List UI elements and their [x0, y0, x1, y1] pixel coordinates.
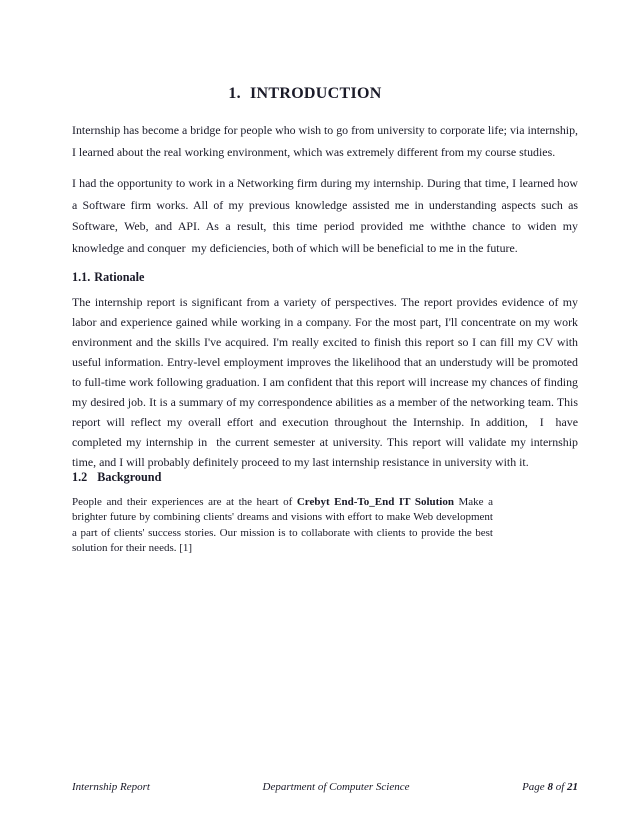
rationale-paragraph: The internship report is significant from a variety of perspectives. The report provides evidence of my labor and experience gained while working in a company. For the most part, I'll concentrate on my work environment and the skills I've acquired. I'm really excited to finish this report so I can fill my CV with useful information. Entry-level employment improves the likelihood that an understudy will be promoted to full-time work following graduation. I am confident that this report will increase my chances of finding my desired job. It is a summary of my correspondence abilities as a member of the networking team. This report will reflect my overall effort and execution throughout the Internship. In addition, I have completed my internship in the current semester at university. This report will validate my internship time, and I will probably definitely proceed to my last internship resistance in university with it. [72, 295, 578, 469]
page-title-text: INTRODUCTION [249, 85, 382, 102]
footer-total-pages: 21 [567, 781, 578, 793]
footer-department: Department of Computer Science [262, 781, 410, 793]
intro-paragraph-1: Internship has become a bridge for people who wish to go from university to corporate life; via internship, I learned about the real working environment, which was extremely different from my course studies. [72, 123, 578, 159]
section-heading-rationale [72, 270, 144, 285]
section-number-rationale: 1.1. [72, 270, 91, 284]
section-heading-background [72, 470, 161, 485]
footer-page-label: Page [522, 781, 548, 793]
footer-of-label: of [552, 781, 567, 793]
page-title [52, 85, 558, 103]
intro-paragraph-2: I had the opportunity to work in a Networking firm during my internship. During that time, I learned how a Software firm works. All of my previous knowledge assisted me in understanding aspects such as Software, Web, and API. As a result, this time period provided me withthe chance to widen my knowledge and conquer my deficiencies, both of which will be beneficial to me in the future. [72, 176, 578, 256]
footer-report-title: Internship Report [72, 781, 150, 793]
background-company-name: Crebyt End-To_End IT Solution [296, 496, 454, 508]
section-number-background: 1.2 [72, 470, 88, 484]
background-text-suffix: Make a brighter future by combining clients' dreams and visions with effort to make Web development a part of clients' success stories. Our mission is to collaborate with clients to provide the best solution for their needs. [1] [72, 496, 494, 554]
page-title-number: 1. [228, 85, 241, 102]
page-footer [72, 781, 578, 793]
background-paragraph [72, 495, 493, 556]
section-label-background: Background [97, 470, 162, 484]
footer-page-number: 8 [547, 781, 553, 793]
background-text-prefix: People and their experiences are at the heart of [72, 496, 297, 508]
footer-page-indicator [522, 781, 578, 793]
section-label-rationale: Rationale [94, 270, 145, 284]
